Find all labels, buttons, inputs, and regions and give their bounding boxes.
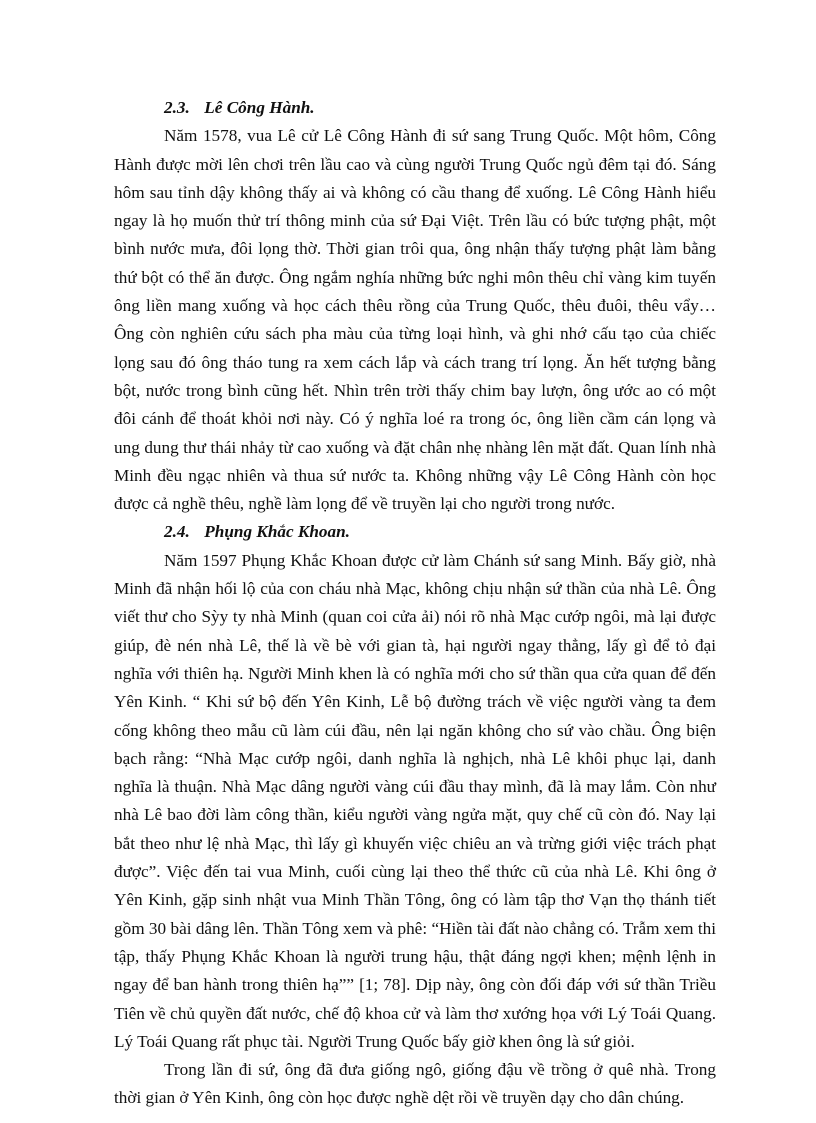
section-title: Phụng Khắc Khoan. (204, 522, 350, 542)
paragraph: Năm 1578, vua Lê cử Lê Công Hành đi sứ sang Trung Quốc. Một hôm, Công Hành được mời lên chơi trên lầu cao và cùng người Trung Quốc ngủ đêm tại đó. Sáng hôm sau tỉnh dậy không thấy ai và không có cầu thang để xuống. Lê Công Hành hiểu ngay là họ muốn thử trí thông minh của sứ Đại Việt. Trên lầu có bức tượng phật, một bình nước mưa, đôi lọng thờ. Thời gian trôi qua, ông nhận thấy tượng phật làm bằng thứ bột có thể ăn được. Ông ngắm nghía những bức nghi môn thêu chỉ vàng kim tuyến ông liền mang xuống và học cách thêu rồng của Trung Quốc, thêu đuôi, thêu vẩy… Ông còn nghiên cứu sách pha màu của từng loại hình, và ghi nhớ cấu tạo của chiếc lọng sau đó ông tháo tung ra xem cách lắp và cách trang trí lọng. Ăn hết tượng bằng bột, nước trong bình cũng hết. Nhìn trên trời thấy chim bay lượn, ông ước ao có một đôi cánh để thoát khỏi nơi này. Có ý nghĩa loé ra trong óc, ông liền cầm cán lọng và ung dung thư thái nhảy từ cao xuống và đặt chân nhẹ nhàng lên mặt đất. Quan lính nhà Minh đều ngạc nhiên và thua sứ nước ta. Không những vậy Lê Công Hành còn học được cả nghề thêu, nghề làm lọng để về truyền lại cho người trong nước. (114, 126, 716, 514)
paragraph: Năm 1597 Phụng Khắc Khoan được cử làm Chánh sứ sang Minh. Bấy giờ, nhà Minh đã nhận hối lộ của con cháu nhà Mạc, không chịu nhận sứ thần của nhà Lê. Ông viết thư cho Sỳy ty nhà Minh (quan coi cửa ải) nói rõ nhà Mạc cướp ngôi, mà lại được giúp, đè nén nhà Lê, thế là về bè với gian tà, hại người ngay thẳng, lấy gì để tỏ đại nghĩa với thiên hạ. Người Minh khen là có nghĩa mới cho sứ thần qua cửa quan để đến Yên Kinh. “ Khi sứ bộ đến Yên Kinh, Lễ bộ đường trách về việc người vàng ta đem cống không theo mẫu cũ làm cúi đầu, nên lại ngăn không cho sứ vào chầu. Ông biện bạch rằng: “Nhà Mạc cướp ngôi, danh nghĩa là nghịch, nhà Lê khôi phục lại, danh nghĩa là thuận. Nhà Mạc dâng người vàng cúi đầu thay mình, đã là may lắm. Còn như nhà Lê bao đời làm công thần, kiểu người vàng ngửa mặt, quy chế cũ còn đó. Nay lại bắt theo như lệ nhà Mạc, thì lấy gì khuyến việc chiêu an và trừng giới việc trách phạt được”. Việc đến tai vua Minh, cuối cùng lại theo thể thức cũ của nhà Lê. Khi ông ở Yên Kinh, gặp sinh nhật vua Minh Thần Tông, ông có làm tập thơ Vạn thọ thánh tiết gồm 30 bài dâng lên. Thần Tông xem và phê: “Hiền tài đất nào chẳng có. Trẫm xem thi tập, thấy Phụng Khắc Khoan là người trung hậu, thật đáng ngợi khen; mệnh lệnh in ngay để ban hành trong thiên hạ”” [1; 78]. Dịp này, ông còn đối đáp với sứ thần Triều Tiên về chủ quyền đất nước, chế độ khoa cử và làm thơ xướng họa với Lý Toái Quang. Lý Toái Quang rất phục tài. Người Trung Quốc bấy giờ khen ông là sứ giỏi. (114, 550, 716, 1051)
document-body (114, 94, 716, 1113)
section-number: 2.4. (164, 522, 190, 542)
section-heading-2-4 (114, 518, 716, 546)
section-heading-2-3 (114, 94, 716, 122)
paragraph: Trong lần đi sứ, ông đã đưa giống ngô, giống đậu về trồng ở quê nhà. Trong thời gian ở Yên Kinh, ông còn học được nghề dệt rồi về truyền dạy cho dân chúng. (114, 1060, 716, 1108)
section-number: 2.3. (164, 98, 190, 117)
section-title: Lê Công Hành. (204, 98, 315, 117)
